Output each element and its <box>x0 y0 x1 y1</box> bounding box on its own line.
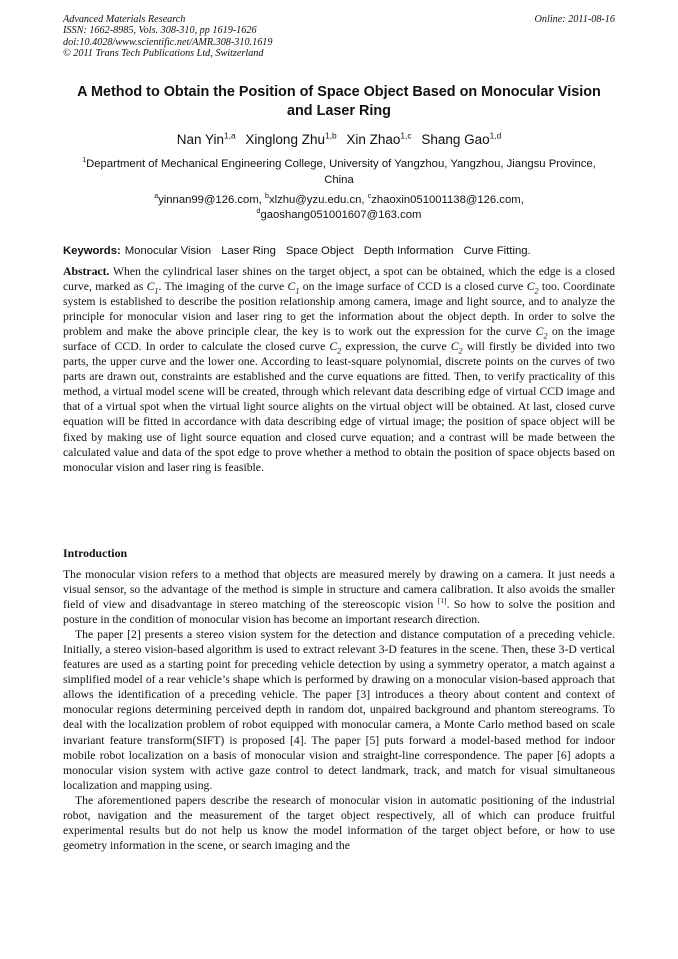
author-sup: 1,c <box>400 130 412 141</box>
affiliation <box>70 157 608 188</box>
copyright-line: © 2011 Trans Tech Publications Ltd, Switzerland <box>63 48 264 60</box>
issn-line: ISSN: 1662-8985, Vols. 308-310, pp 1619-1626 <box>63 25 257 37</box>
author <box>346 132 411 147</box>
abstract-text: on the image surface of CCD. In order to calculate the closed curve <box>63 325 615 354</box>
symbol-sub: 2 <box>458 346 463 356</box>
symbol-letter: C <box>450 340 459 354</box>
paragraph-text: . So how to solve the position and posture in the condition of monocular vision has become an important research direction. <box>63 598 615 627</box>
author-name: Xin Zhao <box>346 132 401 147</box>
abstract-text: on the image surface of CCD is a closed curve <box>299 280 527 294</box>
keyword: Curve Fitting. <box>463 245 531 257</box>
symbol-c2 <box>450 340 463 356</box>
abstract-text: When the cylindrical laser shines on the target object, a spot can be obtained, which the edge is a closed curve, marked as <box>63 265 615 294</box>
paragraph <box>63 567 615 627</box>
keyword: Laser Ring <box>221 245 276 257</box>
symbol-letter: C <box>526 280 535 294</box>
paragraph: The aforementioned papers describe the research of monocular vision in automatic positioning of the industrial robot, navigation and the measurement of the target object respectively, all of which can produce fruitful experimental results but do not help us know the model information of the target object before, or how to use geometry information in the scene, or search imaging and the <box>63 793 615 852</box>
email-link[interactable]: gaoshang051001607@163.com <box>260 209 422 221</box>
symbol-letter: C <box>535 325 544 339</box>
introduction-body <box>63 567 615 853</box>
affiliation-sup: 1 <box>82 157 87 165</box>
paragraph-text: The monocular vision refers to a method that objects are measured merely by drawing on a camera. It just needs a visual sensor, so the advantage of the method is simple in structure and camera calibration. It also avoids the smaller field of view and disadvantage in stereo matching of the stereoscopic vision <box>63 568 615 612</box>
author-name: Nan Yin <box>176 132 225 147</box>
paragraph: The paper [2] presents a stereo vision system for the detection and distance computation of a preceding vehicle. Initially, a stereo vision-based algorithm is used to extract relevant 3-D features in the scene. Then, these 3-D vertical features are used as a starting point for preceding vehicle detection by using a symmetry operator, a match against a simplified model of a rear vehicle’s shape which is performed by drawing on a monocular vision-based approach that allows the identification of a preceding vehicle. The paper [3] introduces a theory about content and context of monocular regions determining perceived depth in random dot, unpaired background and phantom stereograms. To deal with the localization problem of robot equipped with monocular camera, a Monte Carlo method based on scale invariant feature transform(SIFT) is proposed [4]. The paper [5] puts forward a model-based method for indoor mobile robot localization on a basis of monocular vision and straight-line correspondence. The paper [6] adopts a monocular vision system with active gaze control to detect landmark, track, and match for visual simultaneous localization and mapping using. <box>63 628 615 792</box>
symbol-letter: C <box>287 280 296 294</box>
symbol-sub: 2 <box>543 331 548 341</box>
keyword: Space Object <box>285 245 354 257</box>
author-name: Xinglong Zhu <box>245 132 325 147</box>
journal-name: Advanced Materials Research <box>63 14 186 25</box>
affiliation-text: Department of Mechanical Engineering College, University of Yangzhou, Yangzhou, Jiangsu Province, China <box>86 158 596 186</box>
keywords <box>63 244 623 258</box>
author <box>177 132 236 147</box>
symbol-c1 <box>146 280 159 296</box>
author-sup: 1,d <box>489 130 502 141</box>
citation-link[interactable]: [1] <box>437 596 447 606</box>
email-link[interactable]: yinnan99@126.com, <box>158 194 266 206</box>
author-sup: 1,a <box>224 130 236 141</box>
abstract-text: . The imaging of the curve <box>158 280 288 294</box>
symbol-sub: 2 <box>534 286 539 296</box>
abstract-label: Abstract. <box>63 265 110 278</box>
email-link[interactable]: xlzhu@yzu.edu.cn, <box>268 194 368 206</box>
author-sup: 1,b <box>324 130 337 141</box>
symbol-c1 <box>287 280 300 296</box>
symbol-letter: C <box>329 340 338 354</box>
abstract-text: expression, the curve <box>341 340 451 354</box>
keyword: Depth Information <box>363 245 454 257</box>
symbol-c2 <box>329 340 342 356</box>
author <box>421 132 501 147</box>
paper-title: A Method to Obtain the Position of Space Object Based on Monocular Vision and Laser Ring <box>77 84 601 119</box>
online-date: Online: 2011-08-16 <box>534 14 615 25</box>
author-name: Shang Gao <box>421 132 490 147</box>
symbol-sub: 1 <box>295 286 300 296</box>
email-sup: b <box>265 193 269 201</box>
journal-header <box>63 14 615 60</box>
author <box>245 132 336 147</box>
symbol-sub: 1 <box>154 286 159 296</box>
email-sup: d <box>256 208 261 216</box>
email-sup: c <box>367 193 372 201</box>
section-heading-introduction: Introduction <box>63 546 128 560</box>
symbol-sub: 2 <box>337 346 342 356</box>
symbol-c2 <box>535 325 548 341</box>
doi-line: doi:10.4028/www.scientific.net/AMR.308-310.1619 <box>63 36 273 48</box>
symbol-c2 <box>526 280 539 296</box>
symbol-letter: C <box>146 280 155 294</box>
abstract <box>63 264 615 475</box>
keywords-label: Keywords: <box>63 245 121 257</box>
keyword: Monocular Vision <box>124 245 212 257</box>
email-sup: a <box>154 193 159 201</box>
abstract-text: too. Coordinate system is established to describe the position relationship among camera, image and light source, and to analyze the principle for monocular vision and laser ring to get the information about the object depth. In order to solve the problem and make the above principle clear, the key is to work out the expression for the curve <box>63 280 615 339</box>
abstract-text: will firstly be divided into two parts, the upper curve and the lower one. According to least-square polynomial, discrete points on the curves of two parts are drawn out, constraints are established and the curve equations are fitted. Then, to verify practicality of this method, a virtual model scene will be created, through which relevant data describing edge of virtual CCD image and that of a virtual spot when the virtual light source alights on the virtual object will be obtained. At last, closed curve equation will be fitted in accordance with data describing edge of virtual image; the position of space object will be fixed by making use of light source equation and closed curve equation; and a contrast will be made between the calculated value and data of the spot edge to prove whether a method to obtain the position of space objects based on monocular vision and laser ring is feasible. <box>63 340 616 474</box>
author-list <box>63 131 615 149</box>
email-link[interactable]: zhaoxin051001138@126.com, <box>371 194 524 206</box>
email-list <box>63 193 615 223</box>
